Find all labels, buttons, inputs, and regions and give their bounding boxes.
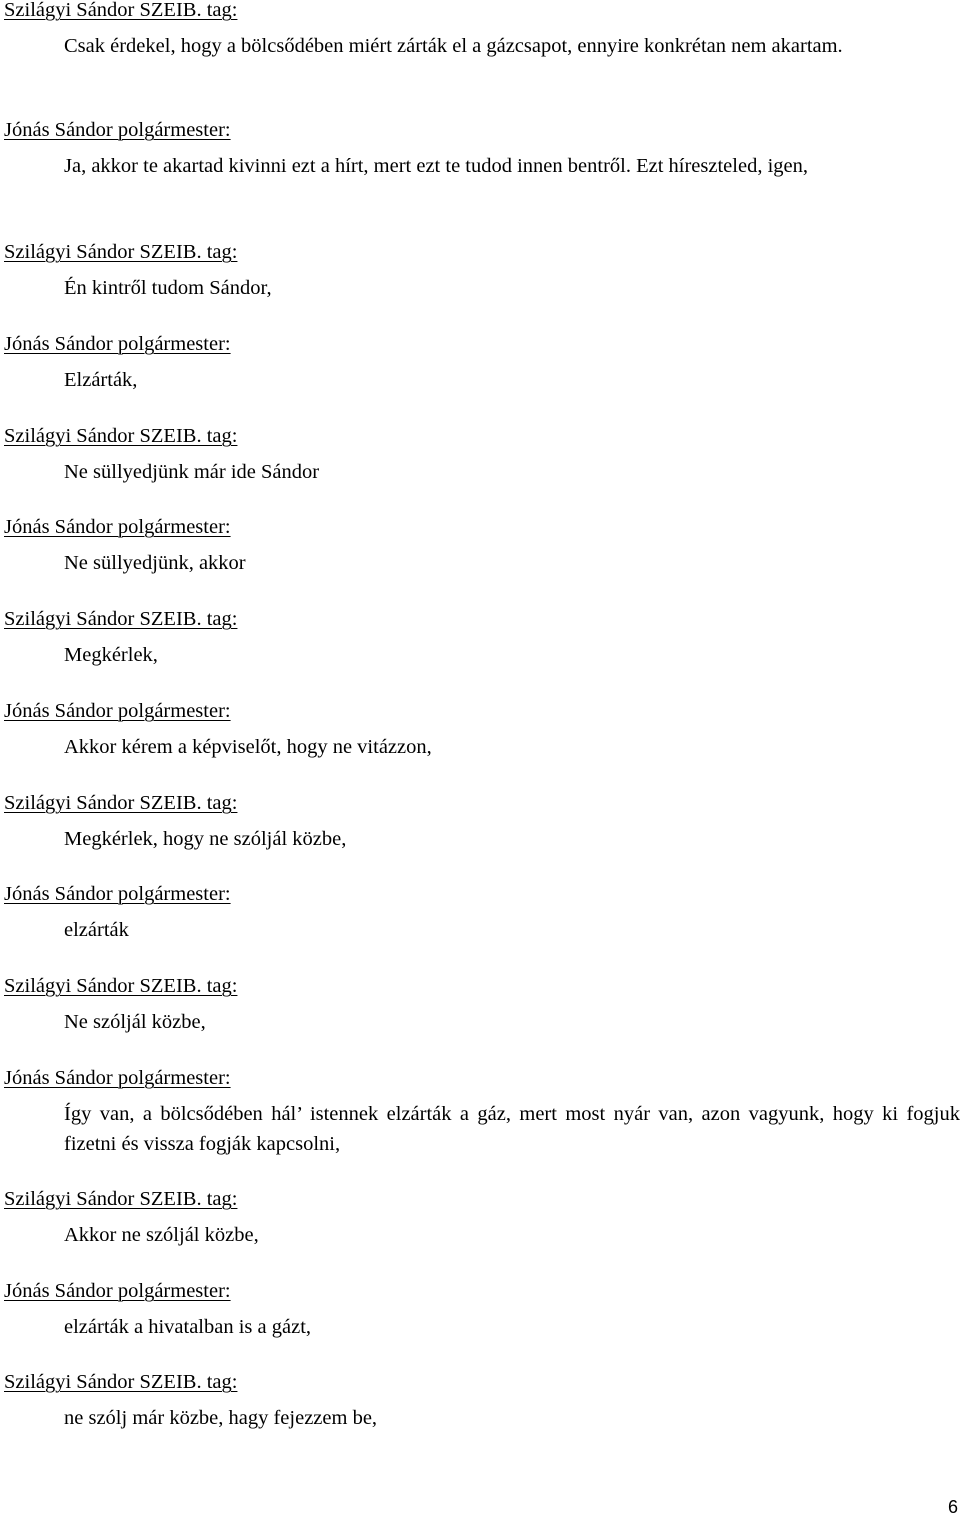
utterance-text: elzárták	[64, 919, 129, 941]
speaker-name: Szilágyi Sándor SZEIB. tag:	[4, 1371, 238, 1393]
speaker-name: Szilágyi Sándor SZEIB. tag:	[4, 425, 238, 447]
speaker-name: Jónás Sándor polgármester:	[4, 1280, 231, 1302]
speaker-name: Szilágyi Sándor SZEIB. tag:	[4, 792, 238, 814]
speaker-name: Jónás Sándor polgármester:	[4, 516, 231, 538]
utterance-text: Ne süllyedjünk, akkor	[64, 552, 246, 574]
utterance-text: Elzárták,	[64, 369, 138, 391]
utterance-text: Én kintről tudom Sándor,	[64, 277, 272, 299]
speaker-name: Szilágyi Sándor SZEIB. tag:	[4, 608, 238, 630]
utterance-text: Megkérlek,	[64, 644, 158, 666]
speaker-name: Szilágyi Sándor SZEIB. tag:	[4, 0, 238, 21]
utterance-text: elzárták a hivatalban is a gázt,	[64, 1316, 312, 1338]
utterance-text: Ja, akkor te akartad kivinni ezt a hírt, mert ezt te tudod innen bentről. Ezt híreszteled, igen,	[64, 155, 808, 177]
speaker-name: Szilágyi Sándor SZEIB. tag:	[4, 975, 238, 997]
speaker-name: Szilágyi Sándor SZEIB. tag:	[4, 241, 238, 263]
utterance-text: Ne süllyedjünk már ide Sándor	[64, 461, 320, 483]
utterance-text: Így van, a bölcsődében hál’ istennek elzárták a gáz, mert most nyár van, azon vagyunk, hogy ki fogjuk fizetni és vissza fogják kapcsolni,	[64, 1103, 960, 1155]
speaker-name: Jónás Sándor polgármester:	[4, 883, 231, 905]
speaker-name: Jónás Sándor polgármester:	[4, 333, 231, 355]
speaker-name: Jónás Sándor polgármester:	[4, 1067, 231, 1089]
speaker-name: Szilágyi Sándor SZEIB. tag:	[4, 1188, 238, 1210]
utterance-text: Ne szóljál közbe,	[64, 1011, 206, 1033]
utterance-text: ne szólj már közbe, hagy fejezzem be,	[64, 1407, 378, 1429]
utterance-text: Akkor kérem a képviselőt, hogy ne vitázzon,	[64, 736, 432, 758]
utterance-text: Megkérlek, hogy ne szóljál közbe,	[64, 828, 347, 850]
utterance-text: Csak érdekel, hogy a bölcsődében miért zárták el a gázcsapot, ennyire konkrétan nem akartam.	[64, 35, 843, 57]
speaker-name: Jónás Sándor polgármester:	[4, 700, 231, 722]
utterance-text: Akkor ne szóljál közbe,	[64, 1224, 259, 1246]
page-number: 6	[947, 1497, 958, 1517]
speaker-name: Jónás Sándor polgármester:	[4, 119, 231, 141]
